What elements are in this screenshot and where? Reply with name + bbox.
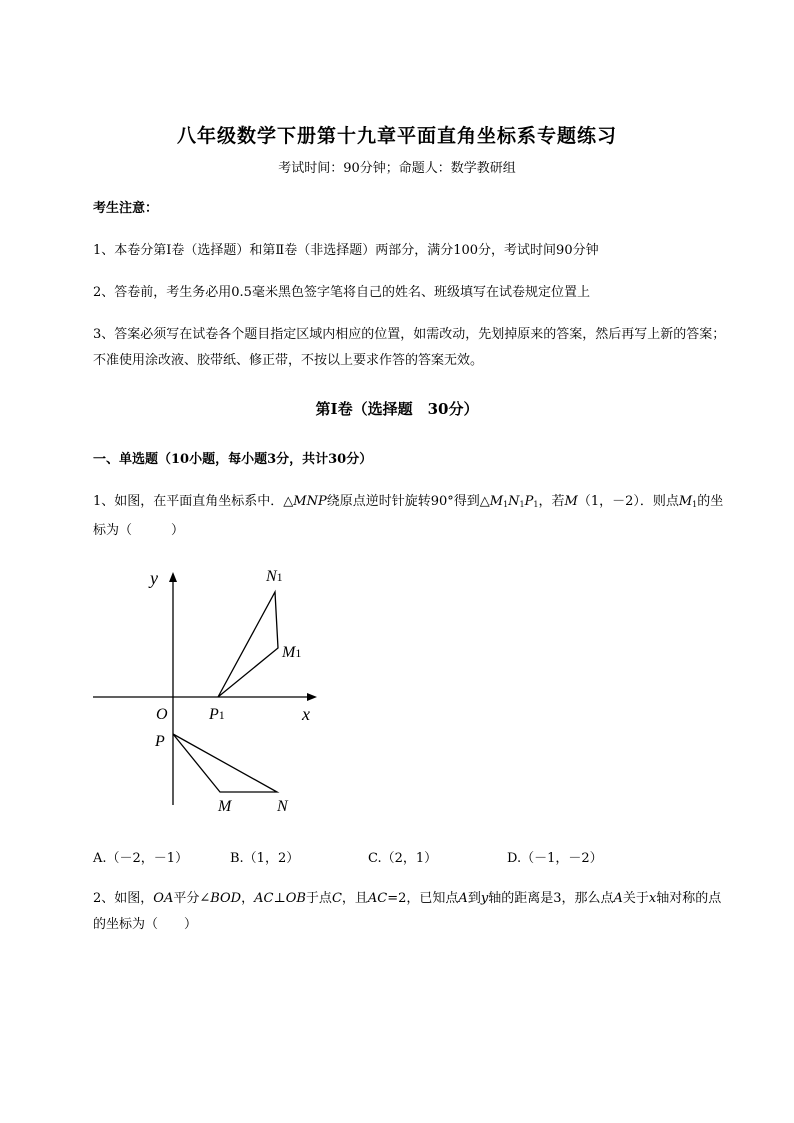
y-axis-arrow [169,572,177,582]
notice-item-1: 1、本卷分第I卷（选择题）和第Ⅱ卷（非选择题）两部分，满分100分，考试时间90分钟 [93,243,599,258]
x-axis-arrow [307,693,317,701]
label-m: M [218,798,232,815]
option-d[interactable]: D.（－1，－2） [507,851,603,866]
option-c[interactable]: C.（2，1） [368,851,438,866]
option-a[interactable]: A.（－2，－1） [93,851,189,866]
origin-label: O [156,706,168,723]
notice-item-2: 2、答卷前，考生务必用0.5毫米黑色签字笔将自己的姓名、班级填写在试卷规定位置上 [93,285,590,300]
triangle-mnp [173,734,277,792]
label-p: P [155,733,165,750]
section-title: 第I卷（选择题 30分） [315,400,479,418]
question-1-figure [85,560,335,820]
y-axis-label: y [150,568,158,588]
label-n1: N1 [266,568,283,585]
question-1-text: 1、如图，在平面直角坐标系中．△MNP绕原点逆时针旋转90°得到$\triangle M_1N_1P_1$，若M（1，－2）．则点$M_1$的坐标为（ ） [93,494,724,538]
option-b[interactable]: B.（1，2） [230,851,300,866]
part-heading: 一、单选题（10小题，每小题3分，共计30分） [93,452,373,467]
notice-item-3: 3、答案必须写在试卷各个题目指定区域内相应的位置，如需改动，先划掉原来的答案，然后再写上新的答案；不准使用涂改液、胶带纸、修正带，不按以上要求作答的答案无效。 [93,327,726,368]
triangle-m1n1p1 [218,592,278,697]
x-axis-label: x [302,704,310,724]
question-2-text: 2、如图，OA平分∠BOD，AC⊥OB于点C，且AC=2，已知点A到y轴的距离是3，那么点A关于x轴对称的点的坐标为（ ） [93,891,722,932]
page-title: 八年级数学下册第十九章平面直角坐标系专题练习 [176,125,617,147]
label-n: N [277,798,288,815]
notice-heading: 考生注意： [93,201,159,216]
exam-info: 考试时间：90分钟；命题人：数学教研组 [278,161,516,176]
label-m1: M1 [282,644,302,661]
label-p1: P1 [209,706,225,723]
